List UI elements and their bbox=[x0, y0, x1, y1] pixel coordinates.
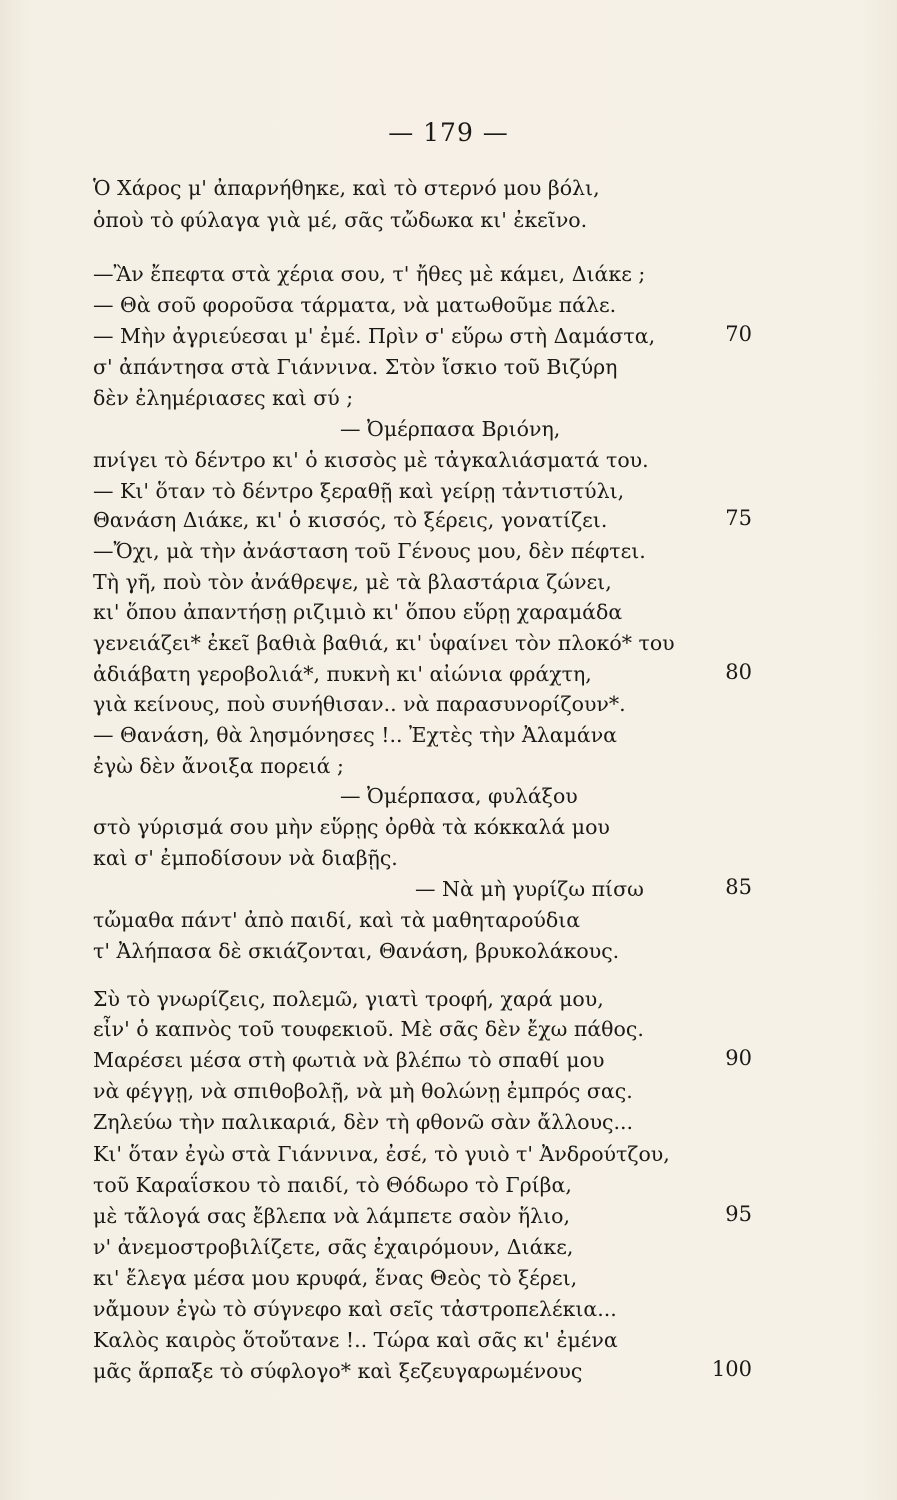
verse-line: — Ὀμέρπασα Βριόνη, bbox=[340, 417, 561, 441]
verse-line: πνίγει τὸ δέντρο κι' ὁ κισσὸς μὲ τἀγκαλιάσματά του. bbox=[93, 448, 649, 472]
verse-line: κι' ἔλεγα μέσα μου κρυφά, ἕνας Θεὸς τὸ ξέρει, bbox=[93, 1266, 578, 1290]
line-number: 100 bbox=[711, 1357, 752, 1381]
verse-line: ἀδιάβατη γεροβολιά*, πυκνὴ κι' αἰώνια φράχτη, bbox=[93, 662, 592, 686]
verse-line: Καλὸς καιρὸς ὅτοὔτανε !.. Τώρα καὶ σᾶς κι' ἐμένα bbox=[93, 1328, 618, 1352]
verse-line: Ζηλεύω τὴν παλικαριά, δὲν τὴ φθονῶ σὰν ἄλλους... bbox=[93, 1110, 634, 1134]
verse-line: — Ὀμέρπασα, φυλάξου bbox=[340, 784, 578, 808]
verse-line: ἐγὼ δὲν ἄνοιξα πορειά ; bbox=[93, 754, 344, 778]
verse-line: κι' ὅπου ἀπαντήσῃ ριζιμιὸ κι' ὅπου εὕρῃ χαραμάδα bbox=[93, 600, 623, 624]
verse-line: στὸ γύρισμά σου μὴν εὕρῃς ὀρθὰ τὰ κόκκαλά μου bbox=[93, 815, 610, 839]
verse-line: Τὴ γῆ, ποὺ τὸν ἀνάθρεψε, μὲ τὰ βλαστάρια ζώνει, bbox=[93, 570, 612, 594]
verse-line: Κι' ὅταν ἐγὼ στὰ Γιάννινα, ἐσέ, τὸ γυιὸ τ' Ἀνδρούτζου, bbox=[93, 1142, 670, 1166]
verse-line: — Θὰ σοῦ φοροῦσα τάρματα, νὰ ματωθοῦμε πάλε. bbox=[93, 293, 617, 317]
verse-line: τοῦ Καραΐσκου τὸ παιδί, τὸ Θόδωρο τὸ Γρίβα, bbox=[93, 1173, 572, 1197]
verse-line: σ' ἀπάντησα στὰ Γιάννινα. Στὸν ἴσκιο τοῦ Βιζύρη bbox=[93, 355, 618, 379]
line-number: 95 bbox=[725, 1202, 752, 1226]
line-number: 75 bbox=[725, 506, 752, 530]
verse-line: — Νὰ μὴ γυρίζω πίσω bbox=[415, 877, 644, 901]
verse-line: νἄμουν ἐγὼ τὸ σύγνεφο καὶ σεῖς τἀστροπελέκια... bbox=[93, 1297, 617, 1321]
verse-line: εἶν' ὁ καπνὸς τοῦ τουφεκιοῦ. Μὲ σᾶς δὲν ἔχω πάθος. bbox=[93, 1017, 644, 1041]
page-number: — 179 — bbox=[388, 118, 509, 147]
verse-line: — Μὴν ἀγριεύεσαι μ' ἐμέ. Πρὶν σ' εὕρω στὴ Δαμάστα, bbox=[93, 324, 656, 348]
verse-line: ν' ἀνεμοστροβιλίζετε, σᾶς ἐχαιρόμουν, Διάκε, bbox=[93, 1235, 574, 1259]
verse-line: νὰ φέγγῃ, νὰ σπιθοβολῇ, νὰ μὴ θολώνῃ ἐμπρός σας. bbox=[93, 1079, 633, 1103]
verse-line: —Ἂν ἔπεφτα στὰ χέρια σου, τ' ἤθες μὲ κάμει, Διάκε ; bbox=[93, 262, 646, 286]
verse-line: γιὰ κείνους, ποὺ συνήθισαν.. νὰ παρασυνορίζουν*. bbox=[93, 692, 626, 716]
verse-line: — Θανάση, θὰ λησμόνησες !.. Ἐχτὲς τὴν Ἀλαμάνα bbox=[93, 723, 618, 747]
verse-line: —Ὄχι, μὰ τὴν ἀνάσταση τοῦ Γένους μου, δὲν πέφτει. bbox=[93, 539, 646, 563]
verse-line: Μαρέσει μέσα στὴ φωτιὰ νὰ βλέπω τὸ σπαθί μου bbox=[93, 1048, 605, 1072]
verse-line: — Κι' ὅταν τὸ δέντρο ξεραθῇ καὶ γείρῃ τἀντιστύλι, bbox=[93, 479, 625, 503]
verse-line: τὤμαθα πάντ' ἀπὸ παιδί, καὶ τὰ μαθηταρούδια bbox=[93, 908, 581, 932]
verse-line: Σὺ τὸ γνωρίζεις, πολεμῶ, γιατὶ τροφή, χαρά μου, bbox=[93, 987, 604, 1011]
verse-line: Ὁ Χάρος μ' ἀπαρνήθηκε, καὶ τὸ στερνό μου βόλι, bbox=[93, 176, 600, 200]
verse-line: τ' Ἀλήπασα δὲ σκιάζονται, Θανάση, βρυκολάκους. bbox=[93, 939, 620, 963]
line-number: 70 bbox=[725, 322, 752, 346]
verse-line: γενειάζει* ἐκεῖ βαθιὰ βαθιά, κι' ὑφαίνει τὸν πλοκό* του bbox=[93, 631, 675, 655]
verse-line: μὲ τἄλογά σας ἔβλεπα νὰ λάμπετε σαὸν ἥλιο, bbox=[93, 1204, 570, 1228]
line-number: 85 bbox=[725, 875, 752, 899]
verse-line: καὶ σ' ἐμποδίσουν νὰ διαβῇς. bbox=[93, 846, 398, 870]
line-number: 80 bbox=[725, 660, 752, 684]
verse-line: μᾶς ἅρπαξε τὸ σύφλογο* καὶ ξεζευγαρωμένους bbox=[93, 1359, 583, 1383]
verse-line: Θανάση Διάκε, κι' ὁ κισσός, τὸ ξέρεις, γονατίζει. bbox=[93, 508, 608, 532]
verse-line: δὲν ἐλημέριασες καὶ σύ ; bbox=[93, 386, 354, 410]
verse-line: ὁποὺ τὸ φύλαγα γιὰ μέ, σᾶς τὤδωκα κι' ἐκεῖνο. bbox=[93, 208, 588, 232]
line-number: 90 bbox=[725, 1046, 752, 1070]
